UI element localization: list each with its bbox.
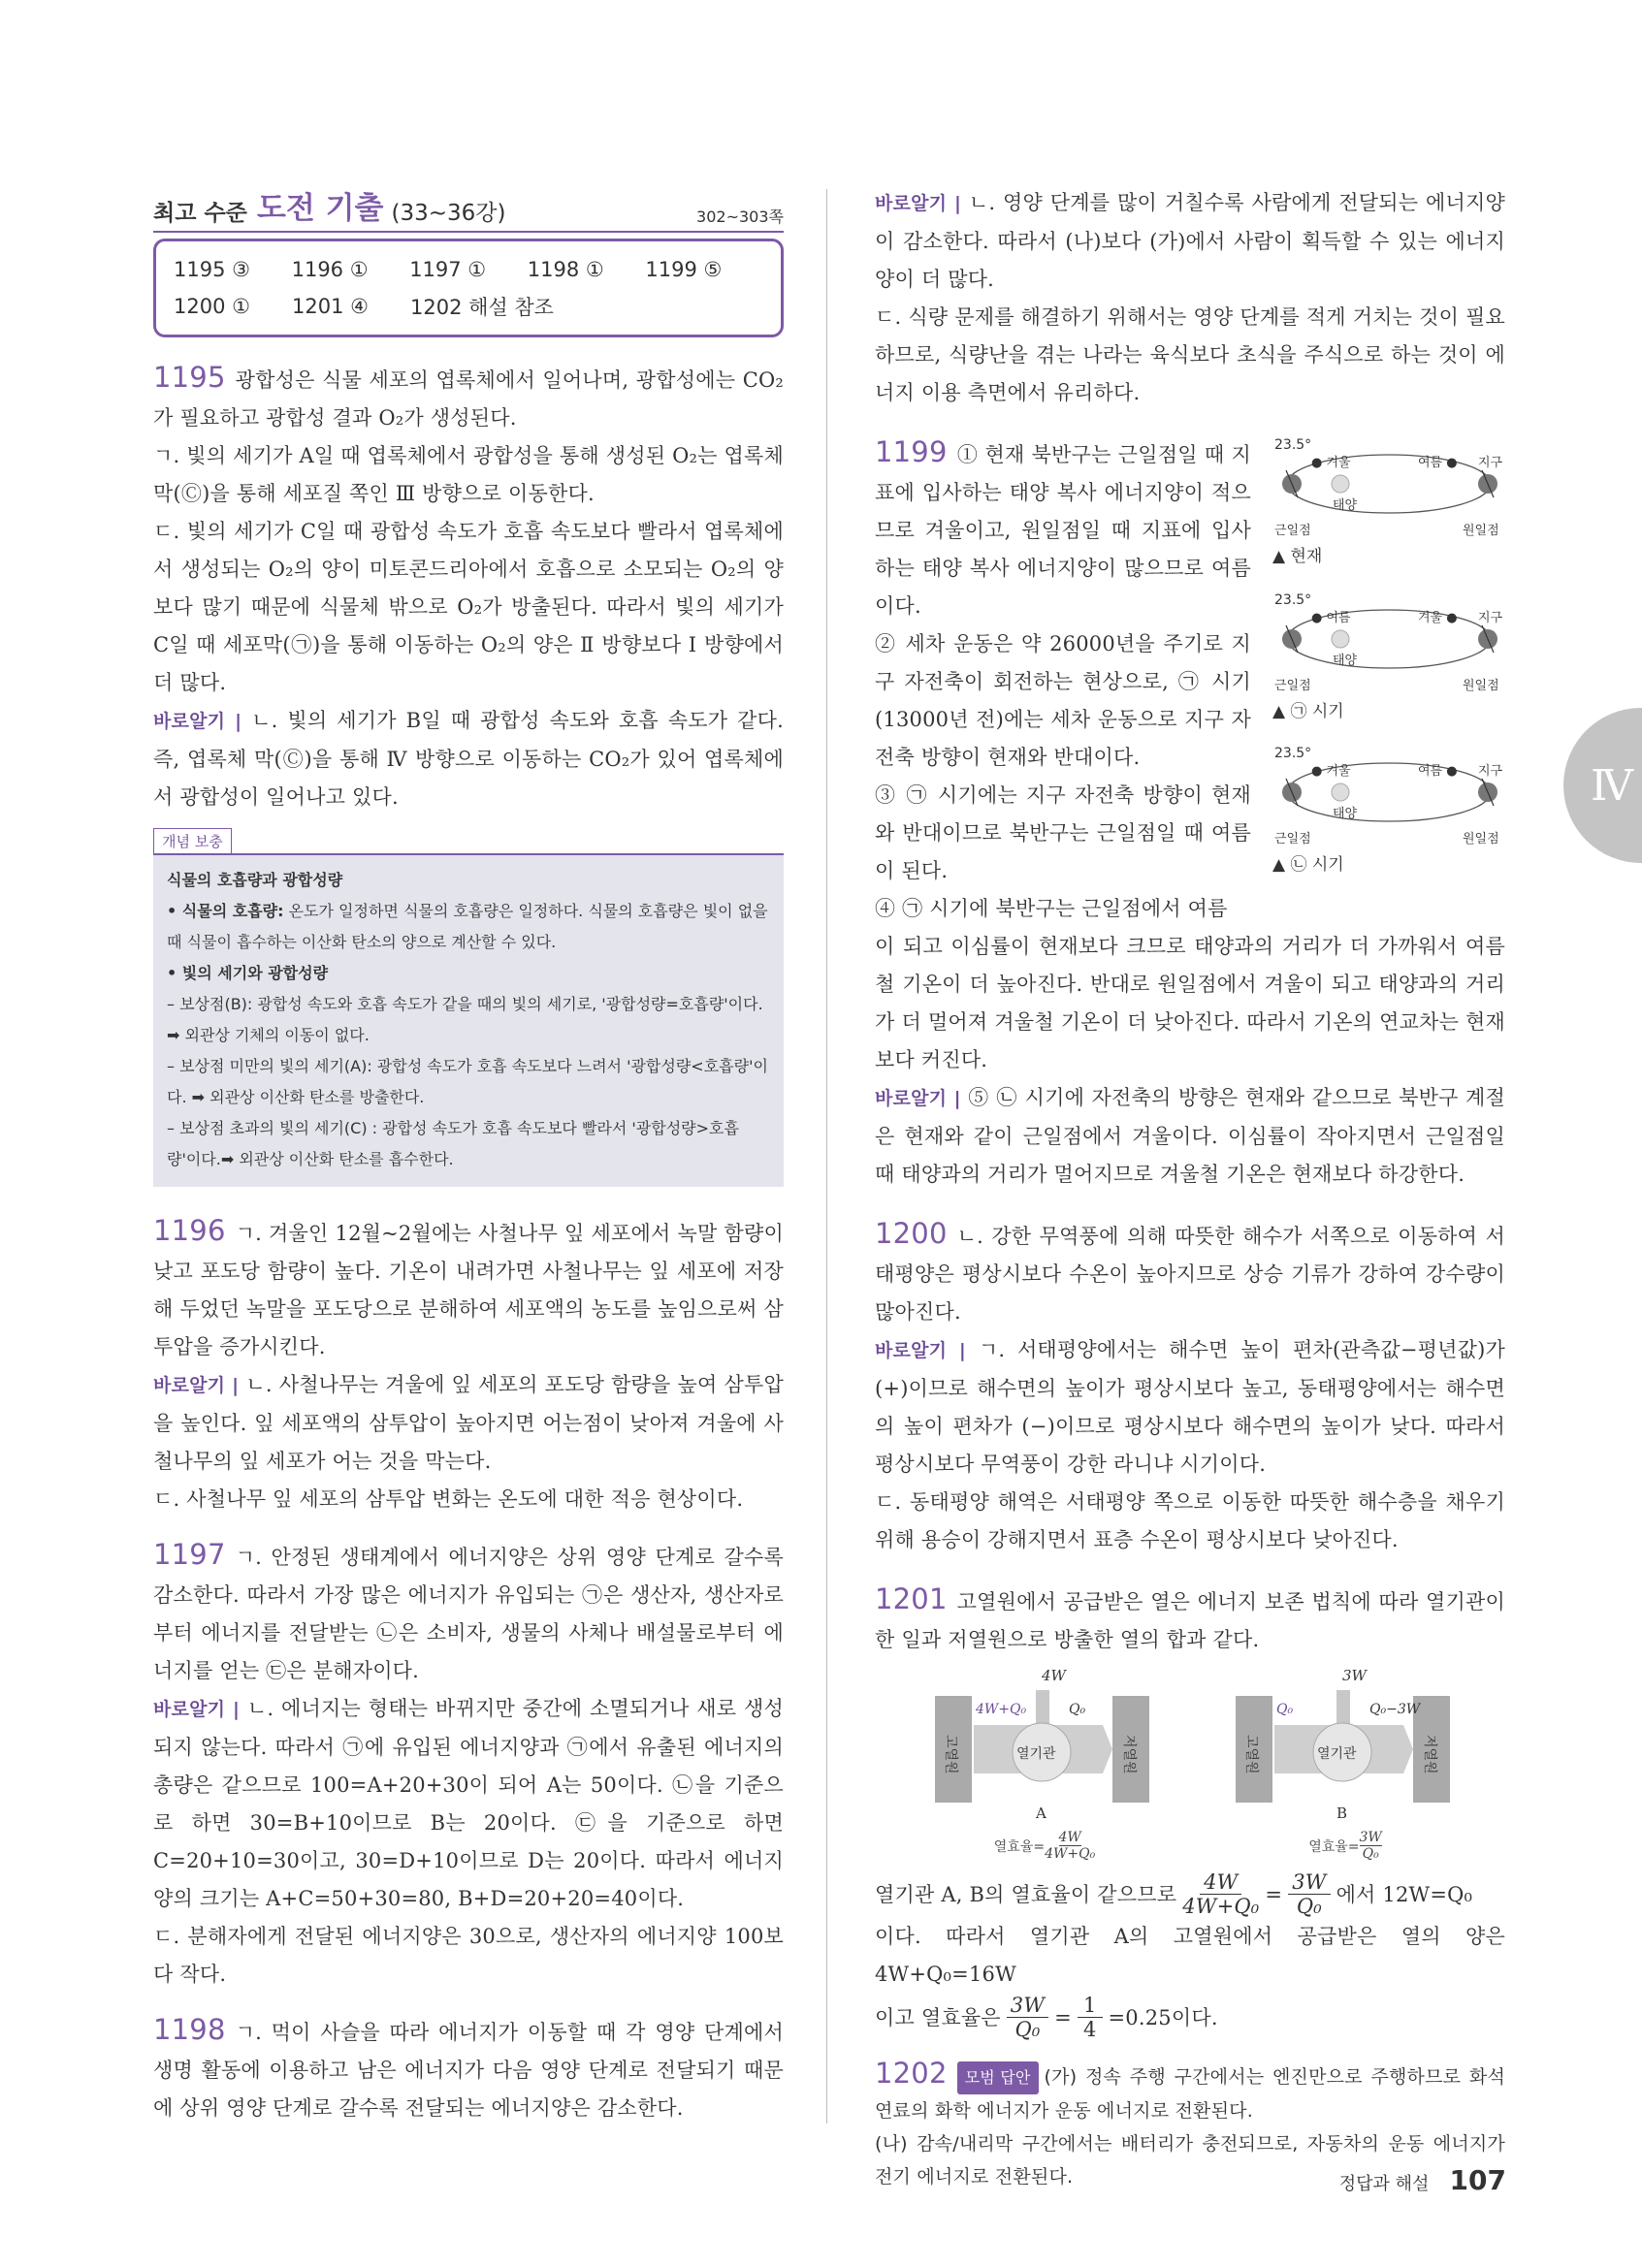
engine-id-label: A [1036, 1805, 1046, 1822]
sun-label: 태양 [1333, 807, 1358, 821]
efficiency-numerator: 3W [1359, 1830, 1382, 1845]
header-rule [153, 231, 784, 233]
solution-text: ㄷ. 식량 문제를 해결하기 위해서는 영양 단계를 적게 거치는 것이 필요하므로, 식량난을 겪는 나라는 육식보다 초식을 주식으로 하는 것이 에너지 이용 측면에서 유리하다. [875, 305, 1505, 404]
season-label-right: 여름 ● [1418, 456, 1458, 470]
solution-text: 광합성은 식물 세포의 엽록체에서 일어나며, 광합성에는 CO₂가 필요하고 광합성 결과 O₂가 생성된다. [153, 368, 784, 430]
orbit-diagram [1272, 742, 1525, 875]
cold-reservoir-label: 저열원 [1121, 1735, 1137, 1774]
answer-item: 1195 ③ [174, 258, 250, 281]
solution-1195 [153, 359, 784, 816]
solution-text: ㄱ. 겨울인 12월~2월에는 사철나무 잎 세포에서 녹말 함량이 낮고 포도당 함량이 높다. 기온이 내려가면 사철나무는 잎 세포에 저장해 두었던 녹말을 포도당으로 분해하여 세포액의 농도를 높임으로써 삼투압을 증가시킨다. [153, 1222, 784, 1358]
orbit-diagram [1272, 433, 1525, 566]
hot-reservoir-label: 고열원 [943, 1735, 958, 1774]
solution-1198 [153, 2011, 784, 2127]
wrong-label: 바로알기 | [153, 1699, 241, 1720]
solution-1201 [875, 1581, 1505, 2041]
section-range: (33~36강) [391, 201, 506, 226]
perihelion-label: 근일점 [1274, 524, 1311, 538]
fraction-denominator: Q₀ [1296, 1895, 1322, 1918]
page-footer [1339, 2164, 1506, 2196]
fraction-denominator: 4 [1082, 2018, 1097, 2041]
page-number: 107 [1449, 2164, 1506, 2196]
heat-engine-svg [933, 1667, 1156, 1822]
formula-text: 열기관 A, B의 열효율이 같으므로 [875, 1882, 1177, 1906]
level-label: 최고 수준 [153, 201, 247, 226]
season-label-left: ● 겨울 [1311, 456, 1351, 470]
page-ref: 302~303쪽 [696, 208, 784, 226]
orbit-diagram [1272, 589, 1525, 721]
heat-out-label: Q₀ [1069, 1702, 1086, 1717]
heat-engine-A [933, 1667, 1156, 1870]
solution-text: ③ ㉠ 시기에는 지구 자전축 방향이 현재와 반대이므로 북반구는 근일점일 때 여름이 된다. [875, 783, 1251, 882]
answer-item: 1196 ① [291, 258, 369, 281]
question-number: 1202 [875, 2057, 948, 2090]
earth-label: 지구 [1478, 764, 1503, 779]
fraction-denominator: Q₀ [1014, 2018, 1041, 2041]
wrong-label: 바로알기 | [153, 711, 242, 732]
concept-box [153, 816, 784, 1187]
wrong-text: ㄱ. 서태평양에서는 해수면 높이 편차(관측값−평년값)가 (+)이므로 해수면의 높이가 평상시보다 높고, 동태평양에서는 해수면의 높이 편차가 (−)이므로 평상시보다 해수면의 높이가 낮다. 따라서 평상시보다 무역풍이 강한 라니냐 시기이다. [875, 1338, 1505, 1476]
equals-sign: = [1054, 2005, 1072, 2029]
section-title: 도전 기출 [256, 191, 384, 226]
fraction [1078, 1994, 1103, 2041]
hot-reservoir-label: 고열원 [1243, 1735, 1259, 1774]
efficiency-formula [933, 1830, 1156, 1862]
question-number: 1197 [153, 1538, 226, 1571]
cold-reservoir-label: 저열원 [1422, 1735, 1437, 1774]
wrong-text: ㄴ. 영양 단계를 많이 거칠수록 사람에게 전달되는 에너지양이 감소한다. 따라서 (나)보다 (가)에서 사람이 획득할 수 있는 에너지양이 더 많다. [875, 191, 1505, 291]
solution-text: ㄷ. 빛의 세기가 C일 때 광합성 속도가 호흡 속도보다 빨라서 엽록체에서 생성되는 O₂의 양이 미토콘드리아에서 호흡으로 소모되는 O₂의 양보다 많기 때문에 식물체 밖으로 O₂가 방출된다. 따라서 빛의 세기가 C일 때 세포막(㉠)을 통해 이동하는 O₂의 양은 Ⅱ 방향보다 Ⅰ 방향에서 더 많다. [153, 520, 784, 694]
fraction [1007, 1994, 1048, 2041]
answer-item: 1200 ① [174, 295, 250, 318]
question-number: 1201 [875, 1582, 948, 1615]
solution-1196 [153, 1212, 784, 1518]
efficiency-formula [1234, 1830, 1457, 1862]
aphelion-label: 원일점 [1463, 832, 1499, 847]
solution-text: ㄱ. 먹이 사슬을 따라 에너지가 이동할 때 각 영양 단계에서 생명 활동에 이용하고 남은 에너지가 다음 영양 단계로 전달되기 때문에 상위 영양 단계로 갈수록 전달되는 에너지양은 감소한다. [153, 2021, 784, 2120]
wrong-text: ㄴ. 빛의 세기가 B일 때 광합성 속도와 호흡 속도가 같다. 즉, 엽록체 막(Ⓒ)을 통해 Ⅳ 방향으로 이동하는 CO₂가 있어 엽록체에서 광합성이 일어나고 있다. [153, 709, 784, 809]
wrong-text: ㄴ. 에너지는 형태는 바뀌지만 중간에 소멸되거나 새로 생성되지 않는다. 따라서 ㉠에 유입된 에너지양과 ㉠에서 유출된 에너지의 총량은 같으므로 100=A+20+30이 되어 A는 50이다. ㉡을 기준으로 하면 30=B+10이므로 B는 20이다. ㉢을 기준으로 하면 C=20+10=30이고, 30=D+10이므로 D는 20이다. 따라서 에너지양의 크기는 A+C=50+30=80, B+D=20+20=40이다. [153, 1697, 784, 1910]
answer-item: 1202 해설 참조 [410, 296, 554, 319]
solution-text: ① 현재 북반구는 근일점일 때 지표에 입사하는 태양 복사 에너지양이 적으므로 겨울이고, 원일점일 때 지표에 입사하는 태양 복사 에너지양이 많으므로 여름이다. [875, 443, 1251, 618]
question-number: 1195 [153, 361, 226, 394]
model-answer-badge: 모범 답안 [957, 2061, 1039, 2094]
solution-text: 고열원에서 공급받은 열은 에너지 보존 법칙에 따라 열기관이 한 일과 저열원으로 방출한 열의 합과 같다. [875, 1590, 1505, 1651]
answer-key-box [153, 239, 784, 337]
concept-line: – 보상점 미만의 빛의 세기(A): 광합성 속도가 호흡 속도보다 느려서 '광합성량<호흡량'이다. ➡ 외관상 이산화 탄소를 방출한다. [167, 1057, 768, 1106]
fraction-numerator: 3W [1288, 1870, 1330, 1895]
sun-label: 태양 [1333, 654, 1358, 668]
earth-label: 지구 [1478, 611, 1503, 625]
work-label: 4W [1042, 1667, 1066, 1684]
solution-text: ④ ㉠ 시기에 북반구는 근일점에서 여름 [875, 897, 1228, 920]
sun-icon [1332, 783, 1349, 801]
tilt-angle-label: 23.5° [1274, 746, 1312, 761]
efficiency-denominator: Q₀ [1362, 1846, 1379, 1862]
tilt-angle-label: 23.5° [1274, 437, 1312, 453]
fraction [1288, 1870, 1330, 1918]
formula-text: =0.25이다. [1108, 2005, 1218, 2029]
answer-item: 1197 ① [409, 258, 487, 281]
season-label-left: ● 여름 [1311, 611, 1351, 625]
orbit-svg [1272, 589, 1515, 697]
sun-label: 태양 [1333, 498, 1358, 513]
formula-text: 에서 12W=Q₀ [1336, 1882, 1473, 1906]
tilt-angle-label: 23.5° [1274, 592, 1312, 608]
footer-label: 정답과 해설 [1338, 2174, 1430, 2194]
solution-1198-cont [875, 184, 1505, 412]
orbit-svg [1272, 433, 1515, 542]
concept-title: 식물의 호흡량과 광합성량 [167, 871, 343, 889]
section-header [153, 184, 784, 227]
orbit-svg [1272, 742, 1515, 850]
solution-text: ㄱ. 안정된 생태계에서 에너지양은 상위 영양 단계로 갈수록 감소한다. 따라서 가장 많은 에너지가 유입되는 ㉠은 생산자, 생산자로부터 에너지를 전달받는 ㉡은 소비자, 생물의 사체나 배설물로부터 에너지를 얻는 ㉢은 분해자이다. [153, 1546, 784, 1682]
heat-engine-svg [1234, 1667, 1457, 1822]
work-label: 3W [1342, 1667, 1367, 1684]
wrong-label: 바로알기 | [153, 1375, 240, 1396]
heat-engine-B [1234, 1667, 1457, 1870]
solution-text: ㄷ. 동태평양 해역은 서태평양 쪽으로 이동한 따뜻한 해수층을 채우기 위해 용승이 강해지면서 표층 수온이 평상시보다 낮아진다. [875, 1490, 1505, 1551]
solution-text: ② 세차 운동은 약 26000년을 주기로 지구 자전축이 회전하는 현상으로, ㉠ 시기(13000년 전)에는 세차 운동으로 지구 자전축 방향이 현재와 반대이다. [875, 632, 1251, 769]
diagram-caption: ▲ ㉠ 시기 [1272, 702, 1344, 721]
efficiency-fraction [1045, 1830, 1095, 1862]
sun-icon [1332, 630, 1349, 648]
concept-tab: 개념 보충 [153, 828, 232, 853]
solution-text: ㄷ. 사철나무 잎 세포의 삼투압 변화는 온도에 대한 적응 현상이다. [153, 1487, 744, 1511]
engine-label: 열기관 [1016, 1746, 1056, 1762]
wrong-label: 바로알기 | [875, 193, 962, 214]
left-column [153, 184, 784, 2127]
engine-id-label: B [1336, 1805, 1348, 1822]
solution-text: ㄱ. 빛의 세기가 A일 때 엽록체에서 광합성을 통해 생성된 O₂는 엽록체 막(Ⓒ)을 통해 세포질 쪽인 Ⅲ 방향으로 이동한다. [153, 444, 784, 505]
efficiency-numerator: 4W [1058, 1830, 1081, 1845]
wrong-label: 바로알기 | [875, 1088, 961, 1109]
equals-sign: = [1265, 1882, 1283, 1906]
fraction-numerator: 3W [1007, 1994, 1048, 2018]
unit-side-tab: Ⅳ [1563, 708, 1642, 863]
efficiency-label: 열효율= [1308, 1838, 1360, 1855]
sun-icon [1332, 475, 1349, 493]
fraction [1182, 1870, 1259, 1918]
solution-1200 [875, 1215, 1505, 1559]
fraction-numerator: 4W [1200, 1870, 1241, 1895]
concept-line: – 보상점 초과의 빛의 세기(C) : 광합성 속도가 호흡 속도보다 빨라서 '광합성량>호흡량'이다.➡ 외관상 이산화 탄소를 흡수한다. [167, 1119, 739, 1168]
efficiency-fraction [1360, 1830, 1382, 1862]
diagram-caption: ▲ 현재 [1272, 547, 1323, 566]
question-number: 1198 [153, 2013, 226, 2046]
engine-label: 열기관 [1317, 1746, 1357, 1762]
solution-text: 이 되고 이심률이 현재보다 크므로 태양과의 거리가 더 가까워서 여름철 기온이 더 높아진다. 반대로 원일점에서 겨울이 되고 태양과의 거리가 더 멀어져 겨울철 기온이 더 낮아진다. 따라서 기온의 연교차는 현재보다 커진다. [875, 935, 1505, 1071]
perihelion-label: 근일점 [1274, 832, 1311, 847]
answer-text: (나) 감속/내리막 구간에서는 배터리가 충전되므로, 자동차의 운동 에너지가 전기 에너지로 전환된다. [875, 2133, 1505, 2188]
aphelion-label: 원일점 [1463, 524, 1499, 538]
right-column [875, 184, 1505, 2193]
season-label-right: 여름 ● [1418, 764, 1458, 779]
solution-1199 [875, 433, 1505, 1194]
diagram-caption: ▲ ㉡ 시기 [1272, 855, 1344, 875]
solution-text: ㄷ. 분해자에게 전달된 에너지양은 30으로, 생산자의 에너지양 100보다 작다. [153, 1925, 784, 1986]
season-label-right: 겨울 ● [1418, 611, 1458, 625]
fraction-denominator: 4W+Q₀ [1182, 1895, 1260, 1918]
answer-text: (가) 정속 주행 구간에서는 엔진만으로 주행하므로 화석 연료의 화학 에너지가 운동 에너지로 전환된다. [875, 2066, 1505, 2122]
heat-in-label: Q₀ [1276, 1702, 1294, 1717]
efficiency-denominator: 4W+Q₀ [1045, 1846, 1096, 1862]
heat-in-label: 4W+Q₀ [976, 1702, 1027, 1717]
efficiency-label: 열효율= [993, 1838, 1046, 1855]
concept-line: – 보상점(B): 광합성 속도와 호흡 속도가 같을 때의 빛의 세기로, '광합성량=호흡량'이다. ➡ 외관상 기체의 이동이 없다. [167, 995, 763, 1044]
wrong-text: ⑤ ㉡ 시기에 자전축의 방향은 현재와 같으므로 북반구 계절은 현재와 같이 근일점에서 겨울이다. 이심률이 작아지면서 근일점일 때 태양과의 거리가 멀어지므로 겨울철 기온은 현재보다 하강한다. [875, 1086, 1505, 1186]
fraction-numerator: 1 [1078, 1994, 1103, 2018]
answer-item: 1198 ① [527, 258, 604, 281]
formula-text: 이고 열효율은 [875, 2005, 1001, 2029]
concept-body [153, 853, 784, 1187]
column-divider [826, 189, 827, 2124]
heat-out-label: Q₀−3W [1369, 1702, 1421, 1717]
concept-line: 온도가 일정하면 식물의 호흡량은 일정하다. 식물의 호흡량은 빛이 없을 때 식물이 흡수하는 이산화 탄소의 양으로 계산할 수 있다. [167, 902, 768, 951]
perihelion-label: 근일점 [1274, 679, 1311, 693]
answer-item: 1201 ④ [292, 295, 369, 318]
season-label-left: ● 겨울 [1311, 764, 1351, 779]
answer-row [174, 288, 763, 325]
formula-text: 이다. 따라서 열기관 A의 고열원에서 공급받은 열의 양은 4W+Q₀=16W [875, 1925, 1505, 1986]
concept-line: • 빛의 세기와 광합성량 [167, 964, 329, 982]
solution-text: ㄴ. 강한 무역풍에 의해 따뜻한 해수가 서쪽으로 이동하여 서태평양은 평상시보다 수온이 높아지므로 상승 기류가 강하여 강수량이 많아진다. [875, 1225, 1505, 1324]
question-number: 1200 [875, 1217, 948, 1250]
solution-1197 [153, 1536, 784, 1994]
question-number: 1199 [875, 435, 948, 468]
aphelion-label: 원일점 [1463, 679, 1499, 693]
wrong-text: ㄴ. 사철나무는 겨울에 잎 세포의 포도당 함량을 높여 삼투압을 높인다. 잎 세포액의 삼투압이 높아지면 어는점이 낮아져 겨울에 사철나무의 잎 세포가 어는 것을 막는다. [153, 1373, 784, 1473]
wrong-label: 바로알기 | [875, 1340, 967, 1361]
answer-row [174, 251, 763, 288]
question-number: 1196 [153, 1214, 226, 1247]
concept-head: • 식물의 호흡량: [167, 902, 284, 920]
heat-engine-diagrams [875, 1667, 1505, 1870]
earth-label: 지구 [1478, 456, 1503, 470]
answer-item: 1199 ⑤ [645, 258, 723, 281]
